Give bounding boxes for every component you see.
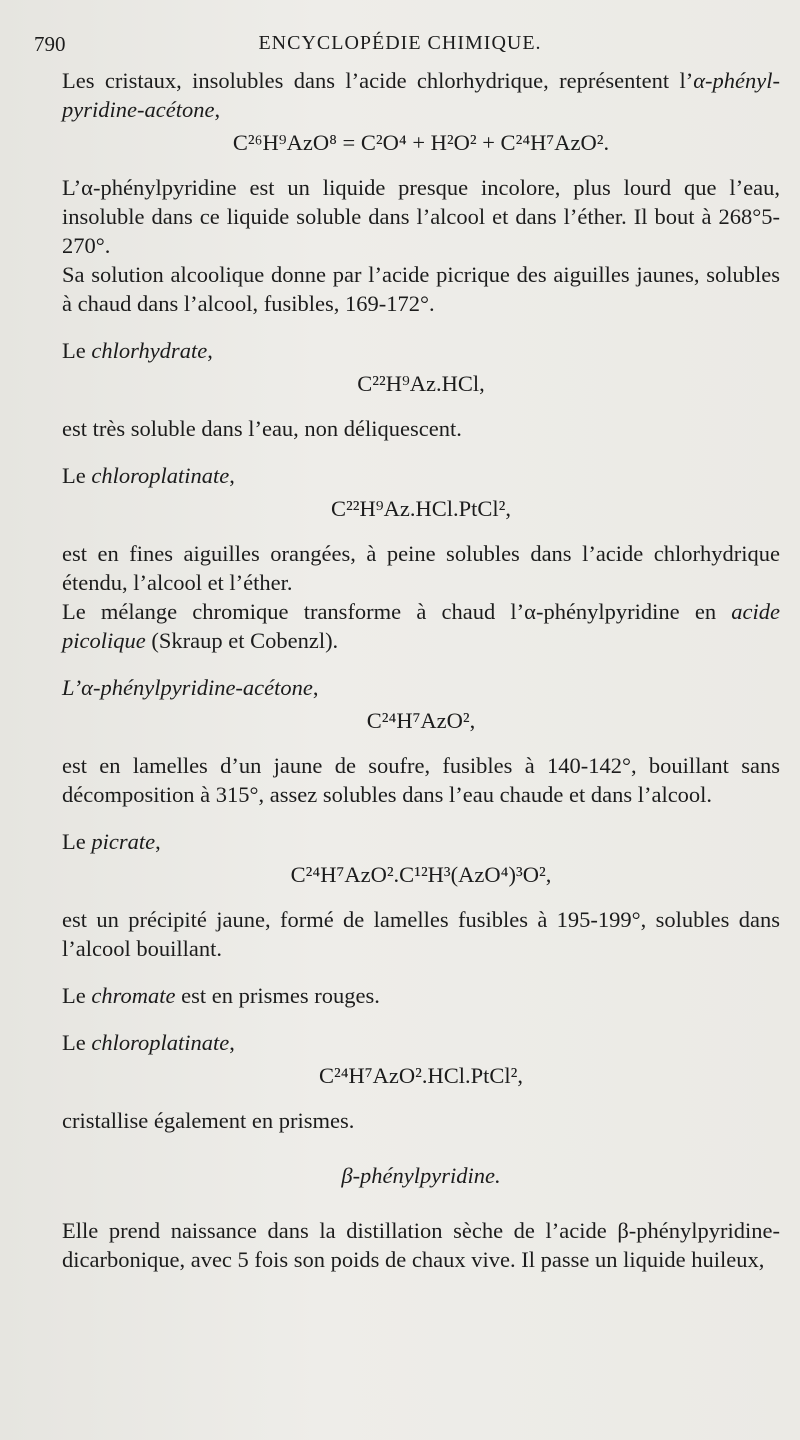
paragraph-1: [62, 66, 780, 124]
italic-term: chlorhydrate: [91, 338, 208, 363]
paragraph-5: est très soluble dans l’eau, non déliquescent.: [62, 416, 462, 441]
formula-2: C²²H⁹Az.HCl,: [357, 371, 485, 396]
paragraph-15: cristallise également en prismes.: [62, 1108, 355, 1133]
paragraph-3: Sa solution alcoolique donne par l’acide picrique des aiguilles jaunes, solubles à chaud dans l’alcool, fusibles, 169-172°.: [62, 262, 780, 316]
italic-term: chromate: [91, 983, 176, 1008]
text: Le mélange chromique transforme à chaud l’α-phénylpyridine en: [62, 599, 732, 624]
page-number: 790: [34, 32, 66, 56]
formula-3: C²²H⁹Az.HCl.PtCl²,: [331, 496, 511, 521]
paragraph-9: [62, 673, 780, 702]
formula-4: C²⁴H⁷AzO²,: [366, 708, 476, 733]
text: Les cristaux, insolubles dans l’acide chlorhydrique, représentent l’: [62, 68, 694, 93]
formula-1: C²⁶H⁹AzO⁸ = C²O⁴ + H²O² + C²⁴H⁷AzO².: [232, 130, 610, 155]
text: Le: [62, 983, 92, 1008]
formula-5: C²⁴H⁷AzO².C¹²H³(AzO⁴)³O²,: [290, 862, 552, 887]
text: ,: [229, 463, 235, 488]
text: ,: [207, 338, 213, 363]
formula-6: C²⁴H⁷AzO².HCl.PtCl²,: [318, 1063, 524, 1088]
italic-term: picrate: [91, 829, 156, 854]
text: ,: [155, 829, 161, 854]
text: Le: [62, 463, 92, 488]
paragraph-13: [62, 981, 780, 1010]
text: ,: [229, 1030, 235, 1055]
italic-term: chloroplatinate: [91, 463, 230, 488]
paragraph-12: est un précipité jaune, formé de lamelles fusibles à 195-199°, solubles dans l’alcool bouillant.: [62, 907, 780, 961]
text: Le: [62, 829, 92, 854]
paragraph-11: [62, 827, 780, 856]
paragraph-4: [62, 336, 780, 365]
paragraph-14: [62, 1028, 780, 1057]
text: Le: [62, 1030, 92, 1055]
text: ,: [214, 97, 221, 122]
text: (Skraup et Cobenzl).: [145, 628, 339, 653]
italic-term: chloroplatinate: [91, 1030, 230, 1055]
text: Le: [62, 338, 92, 363]
running-head: ENCYCLOPÉDIE CHIMIQUE.: [258, 32, 542, 54]
paragraph-6: [62, 461, 780, 490]
italic-term: L’α-phénylpyridine-acétone: [62, 675, 313, 700]
italic-term: α-phényl-pyridine-acétone: [62, 68, 780, 122]
text: est en prismes rouges.: [175, 983, 380, 1008]
page-body: [62, 66, 780, 1274]
paragraph-16: Elle prend naissance dans la distillation sèche de l’acide β-phénylpyridine-dicarbonique, avec 5 fois son poids de chaux vive. Il passe un liquide huileux,: [62, 1218, 780, 1272]
paragraph-10: est en lamelles d’un jaune de soufre, fusibles à 140-142°, bouillant sans décomposition à 315°, assez solubles dans l’eau chaude et dans l’alcool.: [62, 753, 780, 807]
italic-term: acide picolique: [62, 599, 780, 653]
text: ,: [312, 675, 319, 700]
section-title: β-phénylpyridine.: [341, 1163, 501, 1188]
paragraph-7: est en fines aiguilles orangées, à peine solubles dans l’acide chlorhydrique étendu, l’alcool et l’éther.: [62, 541, 780, 595]
paragraph-8: [62, 597, 780, 655]
page-header: [0, 30, 800, 60]
paragraph-2: L’α-phénylpyridine est un liquide presque incolore, plus lourd que l’eau, insoluble dans ce liquide soluble dans l’alcool et dans l’éther. Il bout à 268°5-270°.: [62, 175, 780, 258]
